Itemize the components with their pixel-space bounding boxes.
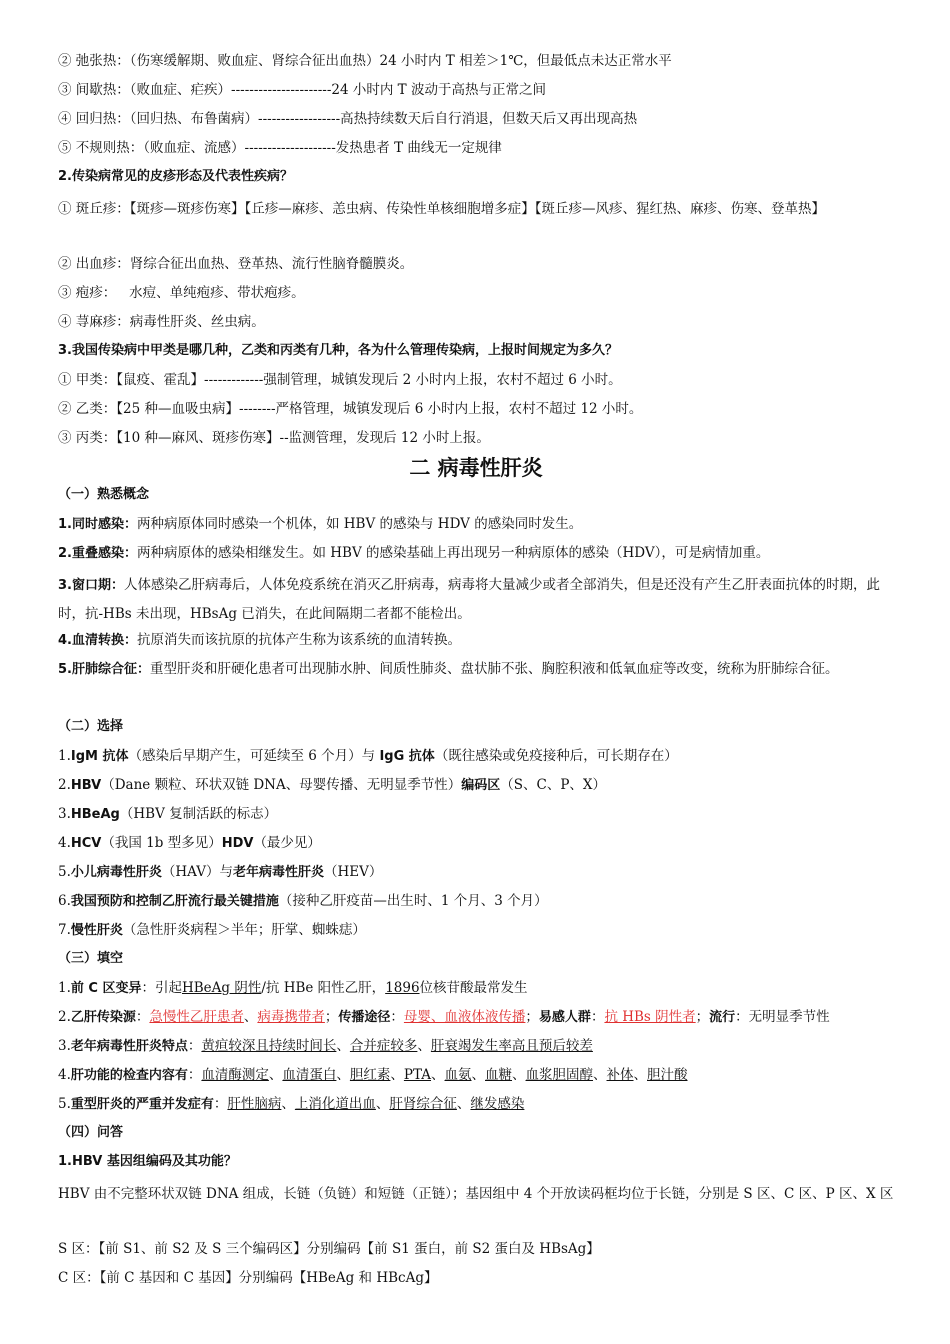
chapter-title: 二 病毒性肝炎 (409, 456, 543, 480)
choice-item-1: 1.IgM 抗体（感染后早期产生，可延续至 6 个月）与 IgG 抗体（既往感染或免疫接种后，可长期存在） (58, 748, 678, 764)
choice-item-6: 6.我国预防和控制乙肝流行最关键措施（接种乙肝疫苗—出生时、1 个月、3 个月） (58, 893, 548, 909)
concept-item: 1.同时感染：两种病原体同时感染一个机体，如 HBV 的感染与 HDV 的感染同时发生。 (58, 516, 583, 532)
fill-item-2: 2.乙肝传染源：急慢性乙肝患者、病毒携带者；传播途径：母婴、血液体液传播；易感人群：抗 HBs 阴性者；流行：无明显季节性 (58, 1009, 830, 1025)
fill-item-4: 4.肝功能的检查内容有：血清酶测定、血清蛋白、胆红素、PTA、血氨、血糖、血浆胆固醇、补体、胆汁酸 (58, 1067, 688, 1083)
concept-item: 5.肝肺综合征：重型肝炎和肝硬化患者可出现肺水肿、间质性肺炎、盘状肺不张、胸腔积液和低氧血症等改变，统称为肝肺综合征。 (58, 661, 839, 677)
question-3-title: 3.我国传染病中甲类是哪几种，乙类和丙类有几种，各为什么管理传染病，上报时间规定为多久？ (58, 343, 618, 358)
section-1-heading: （一）熟悉概念 (58, 487, 150, 502)
qa-1-paragraph: HBV 由不完整环状双链 DNA 组成，长链（负链）和短链（正链）；基因组中 4 个开放读码框均位于长链，分别是 S 区、C 区、P 区、X 区 (58, 1186, 894, 1202)
fever-type-5: ⑤ 不规则热：（败血症、流感）--------------------发热患者 T 曲线无一定规律 (58, 140, 502, 156)
class-a-item: ① 甲类：【鼠疫、霍乱】-------------强制管理，城镇发现后 2 小时内上报，农村不超过 6 小时。 (58, 372, 622, 388)
section-3-heading: （三）填空 (58, 951, 124, 966)
qa-1-title: 1.HBV 基因组编码及其功能？ (58, 1154, 237, 1169)
concept-item: 3.窗口期：人体感染乙肝病毒后，人体免疫系统在消灭乙肝病毒，病毒将大量减少或者全部消失，但是还没有产生乙肝表面抗体的时期，此时，抗-HBs 未出现，HBsAg 已消失，在此间隔期二者都不能检出。 (58, 577, 880, 622)
section-4-heading: （四）问答 (58, 1125, 124, 1140)
class-b-item: ② 乙类：【25 种—血吸虫病】--------严格管理，城镇发现后 6 小时内上报，农村不超过 12 小时。 (58, 401, 643, 417)
spacer (58, 687, 894, 716)
fill-item-3: 3.老年病毒性肝炎特点：黄疸较深且持续时间长、合并症较多、肝衰竭发生率高且预后较差 (58, 1038, 593, 1054)
concept-item: 2.重叠感染：两种病原体的感染相继发生。如 HBV 的感染基础上再出现另一种病原体的感染（HDV），可是病情加重。 (58, 545, 770, 561)
qa-1-c-region: C 区：【前 C 基因和 C 基因】分别编码【HBeAg 和 HBcAg】 (58, 1270, 438, 1286)
fill-item-5: 5.重型肝炎的严重并发症有：肝性脑病、上消化道出血、肝肾综合征、继发感染 (58, 1096, 525, 1112)
rash-item-3: ③ 疱疹： 水痘、单纯疱疹、带状疱疹。 (58, 285, 305, 301)
rash-item-2: ② 出血疹：肾综合征出血热、登革热、流行性脑脊髓膜炎。 (58, 256, 414, 272)
qa-1-s-region: S 区：【前 S1、前 S2 及 S 三个编码区】分别编码【前 S1 蛋白，前 S2 蛋白及 HBsAg】 (58, 1241, 600, 1257)
choice-item-4: 4.HCV（我国 1b 型多见）HDV（最少见） (58, 835, 321, 851)
rash-item-1: ① 斑丘疹：【斑疹—斑疹伤寒】【丘疹—麻疹、恙虫病、传染性单核细胞增多症】【斑丘疹—风疹、猩红热、麻疹、伤寒、登革热】 (58, 201, 826, 217)
choice-item-7: 7.慢性肝炎（急性肝炎病程＞半年；肝掌、蜘蛛痣） (58, 922, 366, 938)
fever-type-2: ② 弛张热：（伤寒缓解期、败血症、肾综合征出血热）24 小时内 T 相差＞1℃，但最低点未达正常水平 (58, 53, 672, 69)
concept-item: 4.血清转换：抗原消失而该抗原的抗体产生称为该系统的血清转换。 (58, 632, 461, 648)
rash-item-4: ④ 荨麻疹：病毒性肝炎、丝虫病。 (58, 314, 265, 330)
fever-type-3: ③ 间歇热：（败血症、疟疾）----------------------24 小时内 T 波动于高热与正常之间 (58, 82, 546, 98)
section-2-heading: （二）选择 (58, 719, 124, 734)
fever-type-4: ④ 回归热：（回归热、布鲁菌病）------------------高热持续数天后自行消退，但数天后又再出现高热 (58, 111, 638, 127)
choice-item-3: 3.HBeAg（HBV 复制活跃的标志） (58, 806, 278, 822)
choice-item-2: 2.HBV（Dane 颗粒、环状双链 DNA、母婴传播、无明显季节性）编码区（S、C、P、X） (58, 777, 607, 793)
document-page (58, 50, 894, 1296)
class-c-item: ③ 丙类：【10 种—麻风、斑疹伤寒】--监测管理，发现后 12 小时上报。 (58, 430, 490, 446)
fill-item-1: 1.前 C 区变异：引起HBeAg 阴性/抗 HBe 阳性乙肝，1896位核苷酸最常发生 (58, 980, 528, 996)
choice-item-5: 5.小儿病毒性肝炎（HAV）与老年病毒性肝炎（HEV） (58, 864, 383, 880)
question-2-title: 2.传染病常见的皮疹形态及代表性疾病？ (58, 169, 293, 184)
